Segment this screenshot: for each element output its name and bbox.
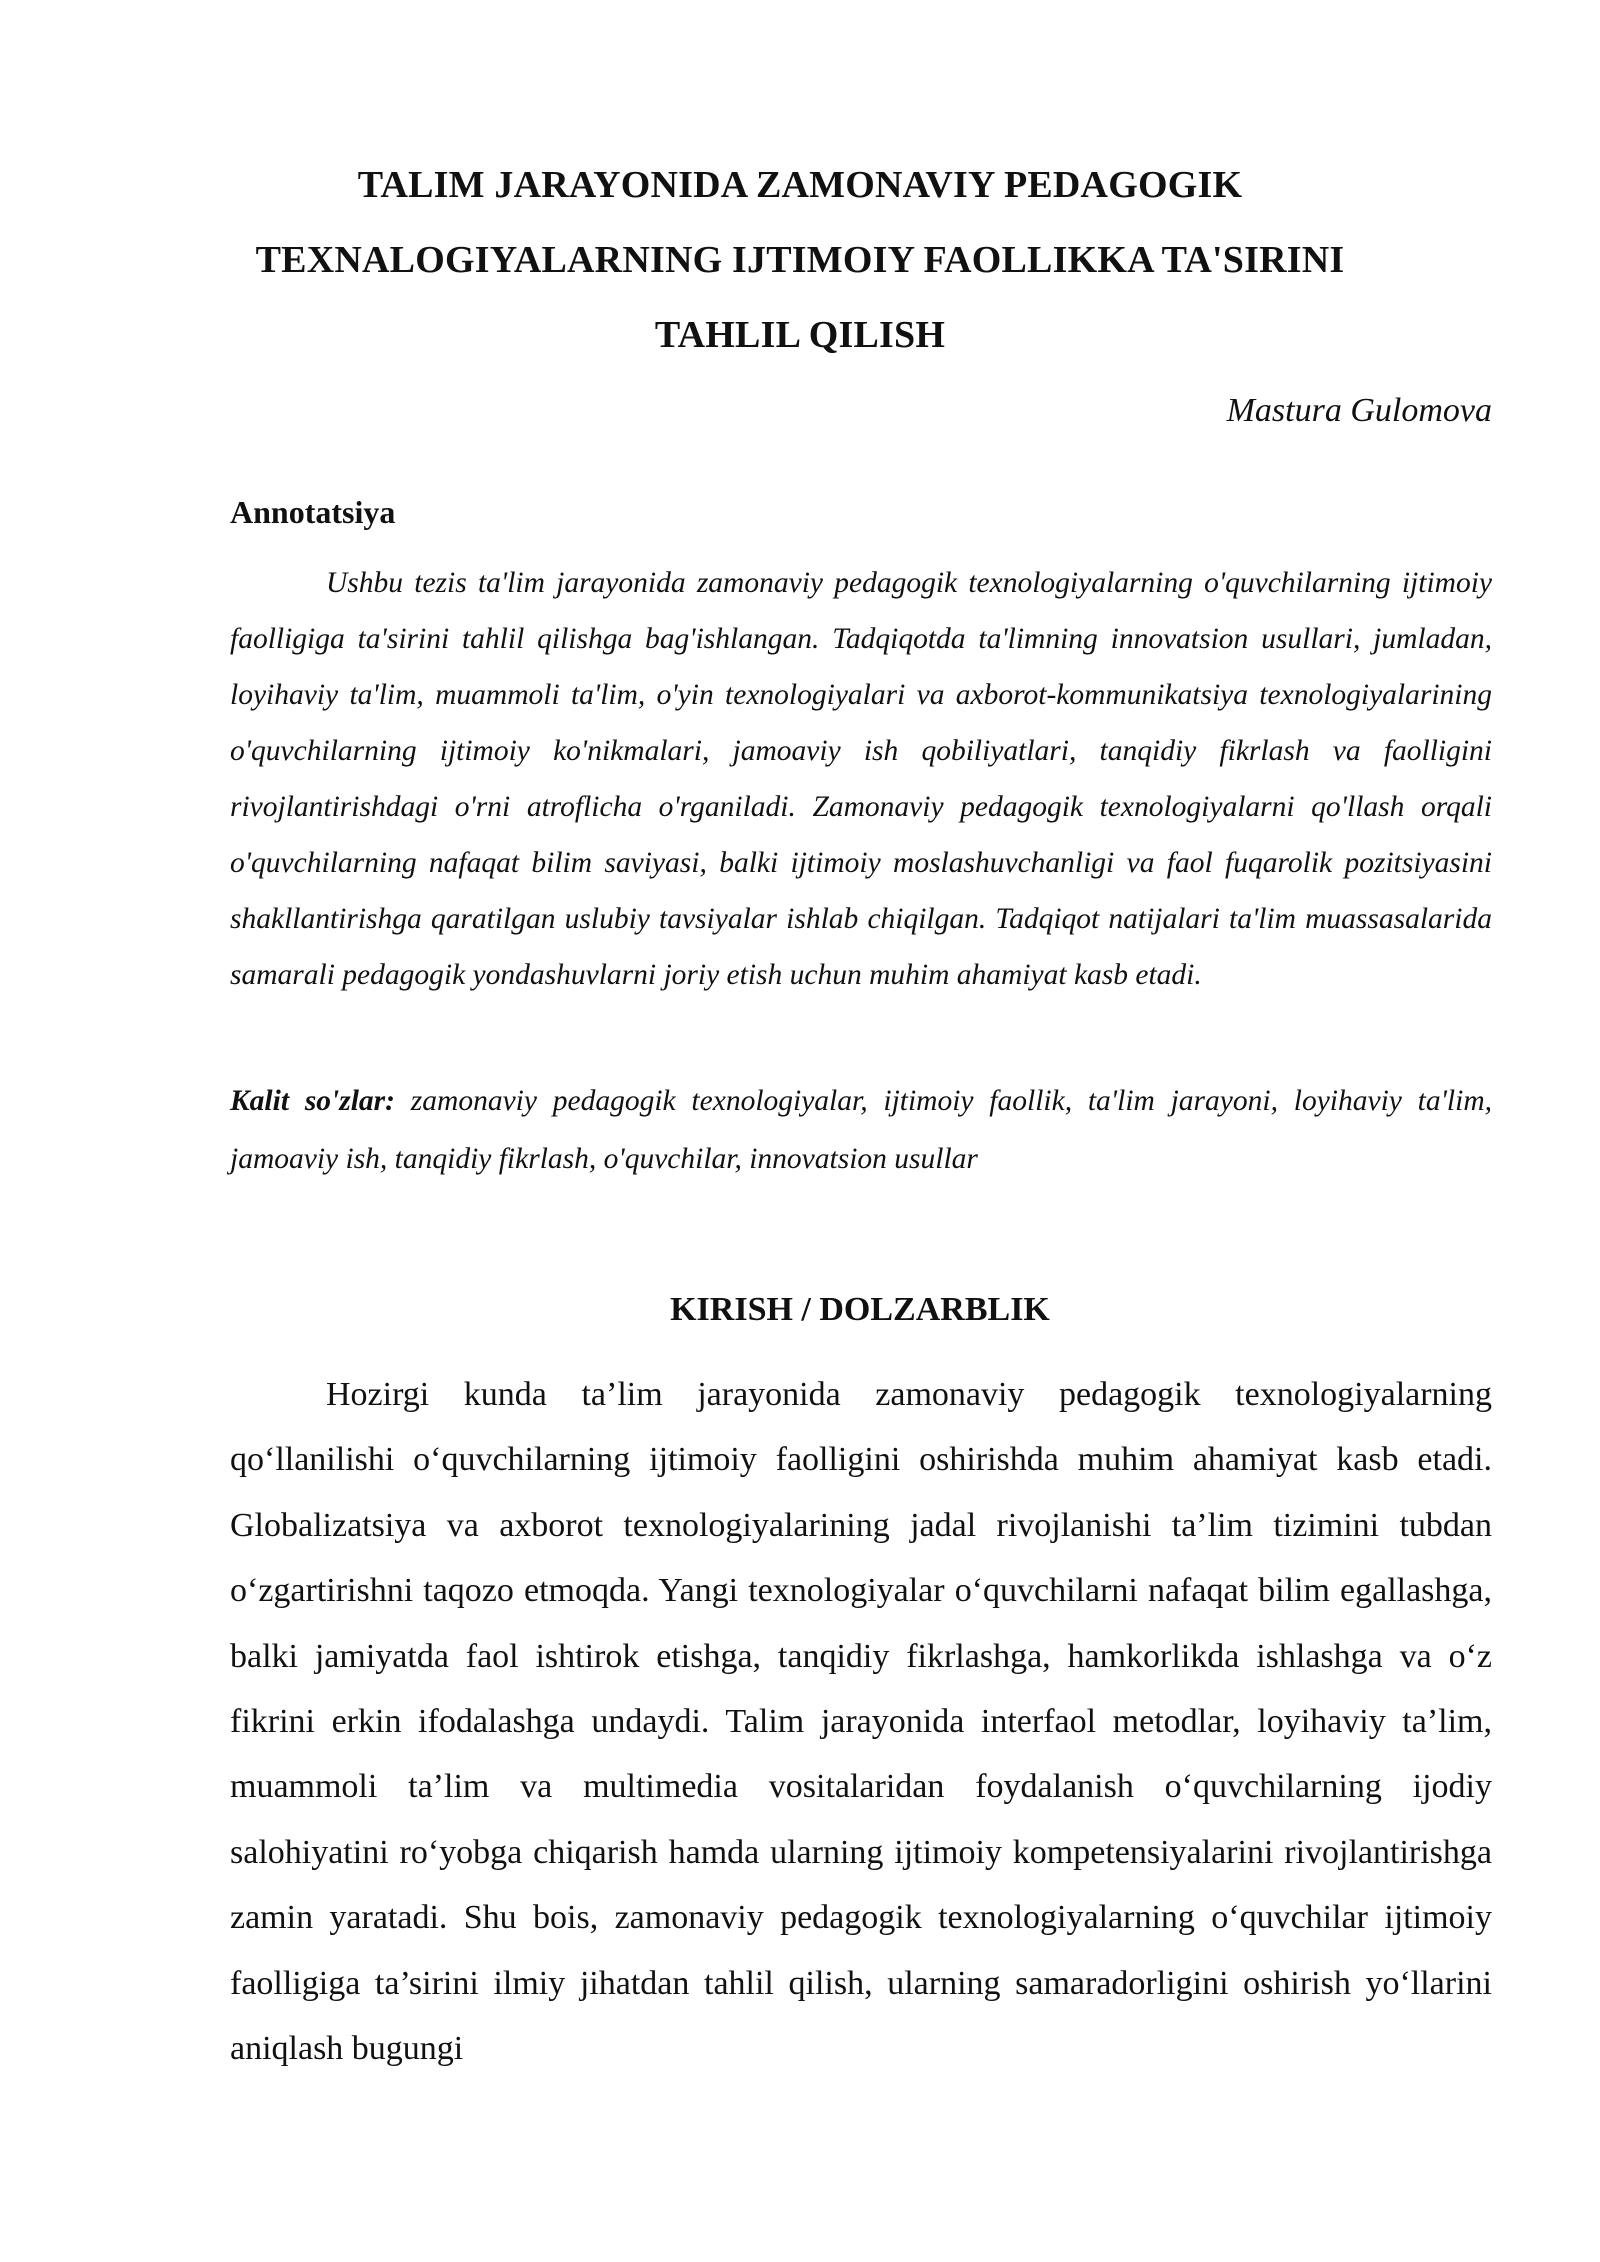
abstract-text: Ushbu tezis ta'lim jarayonida zamonaviy pedagogik texnologiyalarning o'quvchilarning ijtimoiy faolligiga ta'sirini tahlil qilishga bag'ishlangan. Tadqiqotda ta'limning innovatsion usullari, jumladan, loyihaviy ta'lim, muammoli ta'lim, o'yin texnologiyalari va axborot-kommunikatsiya texnologiyalarining o'quvchilarning ijtimoiy ko'nikmalari, jamoaviy ish qobiliyatlari, tanqidiy fikrlash va faolligini rivojlantirishdagi o'rni atroflicha o'rganiladi. Zamonaviy pedagogik texnologiyalarni qo'llash orqali o'quvchilarning nafaqat bilim saviyasi, balki ijtimoiy moslashuvchanligi va faol fuqarolik pozitsiyasini shakllantirishga qaratilgan uslubiy tavsiyalar ishlab chiqilgan. Tadqiqot natijalari ta'lim muassasalarida samarali pedagogik yondashuvlarni joriy etish uchun muhim ahamiyat kasb etadi. bbox=[230, 567, 1492, 991]
title-line: TEXNALOGIYALARNING IJTIMOIY FAOLLIKKA TA'SIRINI bbox=[255, 239, 1345, 281]
paper-title bbox=[200, 148, 1400, 373]
keywords-text: zamonaviy pedagogik texnologiyalar, ijtimoiy faollik, ta'lim jarayoni, loyihaviy ta'lim, jamoaviy ish, tanqidiy fikrlash, o'quvchilar, innovatsion usullar bbox=[230, 1085, 1493, 1175]
author-name: Mastura Gulomova bbox=[1226, 392, 1492, 429]
title-line: TALIM JARAYONIDA ZAMONAVIY PEDAGOGIK bbox=[357, 164, 1243, 206]
section-heading-introduction: KIRISH / DOLZARBLIK bbox=[670, 1291, 1050, 1328]
introduction-text: Hozirgi kunda ta’lim jarayonida zamonaviy pedagogik texnologiyalarning qo‘llanilishi o‘quvchilarning ijtimoiy faolligini oshirishda muhim ahamiyat kasb etadi. Globalizatsiya va axborot texnologiyalarining jadal rivojlanishi ta’lim tizimini tubdan o‘zgartirishni taqozo etmoqda. Yangi texnologiyalar o‘quvchilarni nafaqat bilim egallashga, balki jamiyatda faol ishtirok etishga, tanqidiy fikrlashga, hamkorlikda ishlashga va o‘z fikrini erkin ifodalashga undaydi. Talim jarayonida interfaol metodlar, loyihaviy ta’lim, muammoli ta’lim va multimedia vositalaridan foydalanish o‘quvchilarning ijodiy salohiyatini ro‘yobga chiqarish hamda ularning ijtimoiy kompetensiyalarini rivojlantirishga zamin yaratadi. Shu bois, zamonaviy pedagogik texnologiyalarning o‘quvchilar ijtimoiy faolligiga ta’sirini ilmiy jihatdan tahlil qilish, ularning samaradorligini oshirish yo‘llarini aniqlash bugungi bbox=[230, 1376, 1492, 2068]
keywords-label: Kalit so'zlar: bbox=[230, 1085, 395, 1117]
abstract-heading: Annotatsiya bbox=[230, 494, 396, 530]
keywords-paragraph bbox=[230, 1072, 1492, 1188]
title-line: TAHLIL QILISH bbox=[654, 314, 946, 356]
